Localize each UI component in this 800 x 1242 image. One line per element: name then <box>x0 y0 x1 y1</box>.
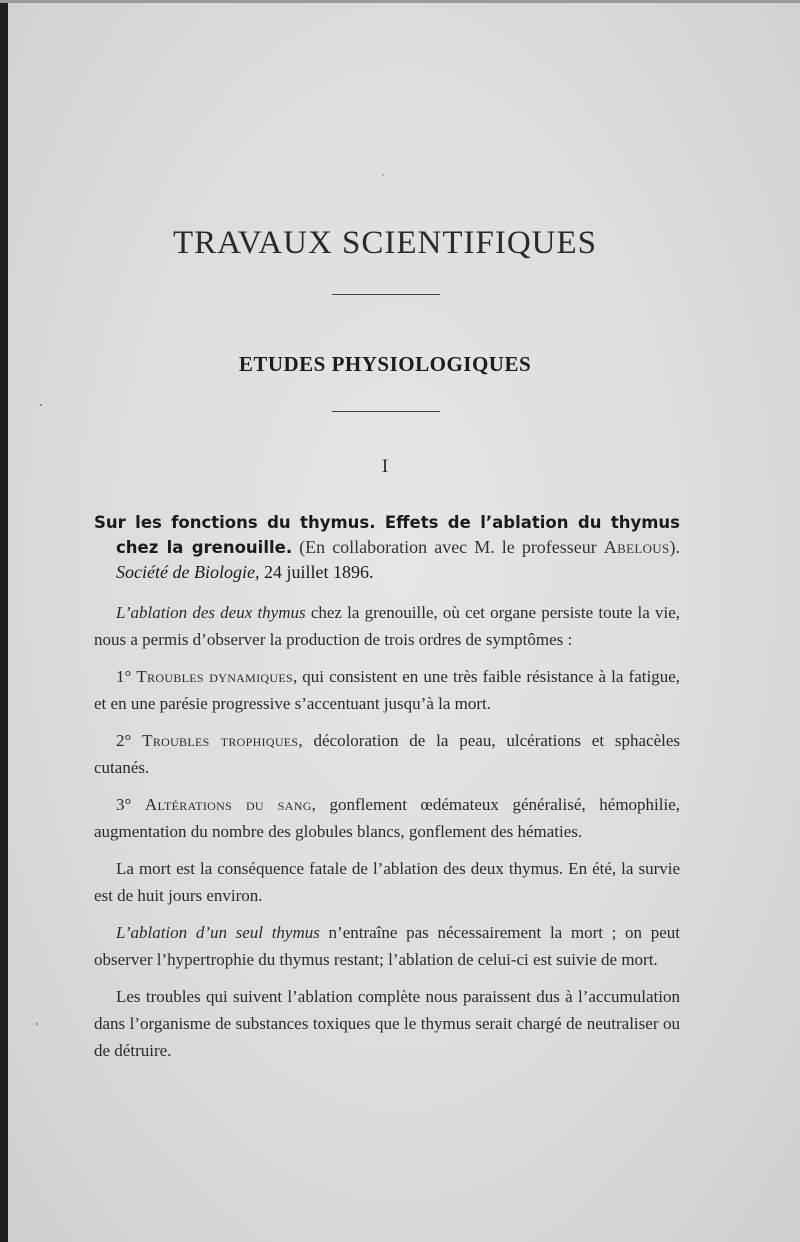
collaboration-note: (En collaboration avec M. le professeur <box>299 537 597 557</box>
paragraph-7: Les troubles qui suivent l’ablation complète nous paraissent dus à l’accumulation dans l’organisme de substances toxiques que le thymus serait chargé de neutraliser ou de détruire. <box>94 987 680 1060</box>
title-divider <box>332 294 440 295</box>
paragraph-3-text: , décoloration de la peau, ulcérations et sphacèles cutanés. <box>94 731 681 777</box>
collaborator-name: Abelous <box>603 537 670 557</box>
journal-name: Société de Biologie, <box>116 562 260 582</box>
section-divider <box>332 411 440 412</box>
paragraph-1 <box>94 599 680 653</box>
page-title: TRAVAUX SCIENTIFIQUES <box>172 225 598 261</box>
paragraph-6 <box>94 919 680 973</box>
paragraph-2-heading: Troubles dynamiques <box>136 667 293 686</box>
scan-speck <box>40 404 42 406</box>
paragraph-6-emphasis: L’ablation d’un seul thymus <box>116 923 320 942</box>
scan-speck <box>36 1023 38 1025</box>
article-body <box>94 510 680 1074</box>
paragraph-4-text: , gonflement œdémateux généralisé, hémophilie, augmentation du nombre des globules blancs, gonflement des hématies. <box>94 795 681 841</box>
paragraph-4-number: 3° <box>116 795 132 814</box>
paragraph-1-emphasis: L’ablation des deux thymus <box>116 603 306 622</box>
article-title: Sur les fonctions du thymus. Effets de l’ablation du thymus chez la grenouille. <box>94 513 680 557</box>
paragraph-3 <box>94 727 680 781</box>
paragraph-2-text: , qui consistent en une très faible résistance à la fatigue, et en une parésie progressive s’accentuant jusqu’à la mort. <box>94 667 680 713</box>
paragraph-3-heading: Troubles trophiques <box>142 731 299 750</box>
chapter-number: I <box>381 456 389 477</box>
scan-edge <box>0 0 8 1242</box>
scan-speck <box>382 174 384 176</box>
paragraph-2-number: 1° <box>116 667 132 686</box>
paragraph-2 <box>94 663 680 717</box>
section-title: ETUDES PHYSIOLOGIQUES <box>238 352 532 376</box>
paragraph-4 <box>94 791 680 845</box>
paragraph-5: La mort est la conséquence fatale de l’ablation des deux thymus. En été, la survie est de huit jours environ. <box>94 859 680 905</box>
scan-edge-top <box>0 0 800 3</box>
paragraph-4-heading: Altérations du sang <box>144 795 312 814</box>
paragraph-1-text: chez la grenouille, où cet organe persiste toute la vie, nous a permis d’observer la production de trois ordres de symptômes : <box>94 603 681 649</box>
publication-date: 24 juillet 1896. <box>263 562 374 582</box>
article-heading <box>94 510 680 585</box>
paragraph-6-text: n’entraîne pas nécessairement la mort ; on peut observer l’hypertrophie du thymus restant; l’ablation de celui-ci est suivie de mort. <box>94 923 680 969</box>
paragraph-3-number: 2° <box>116 731 132 750</box>
collaboration-close: ). <box>669 537 681 557</box>
